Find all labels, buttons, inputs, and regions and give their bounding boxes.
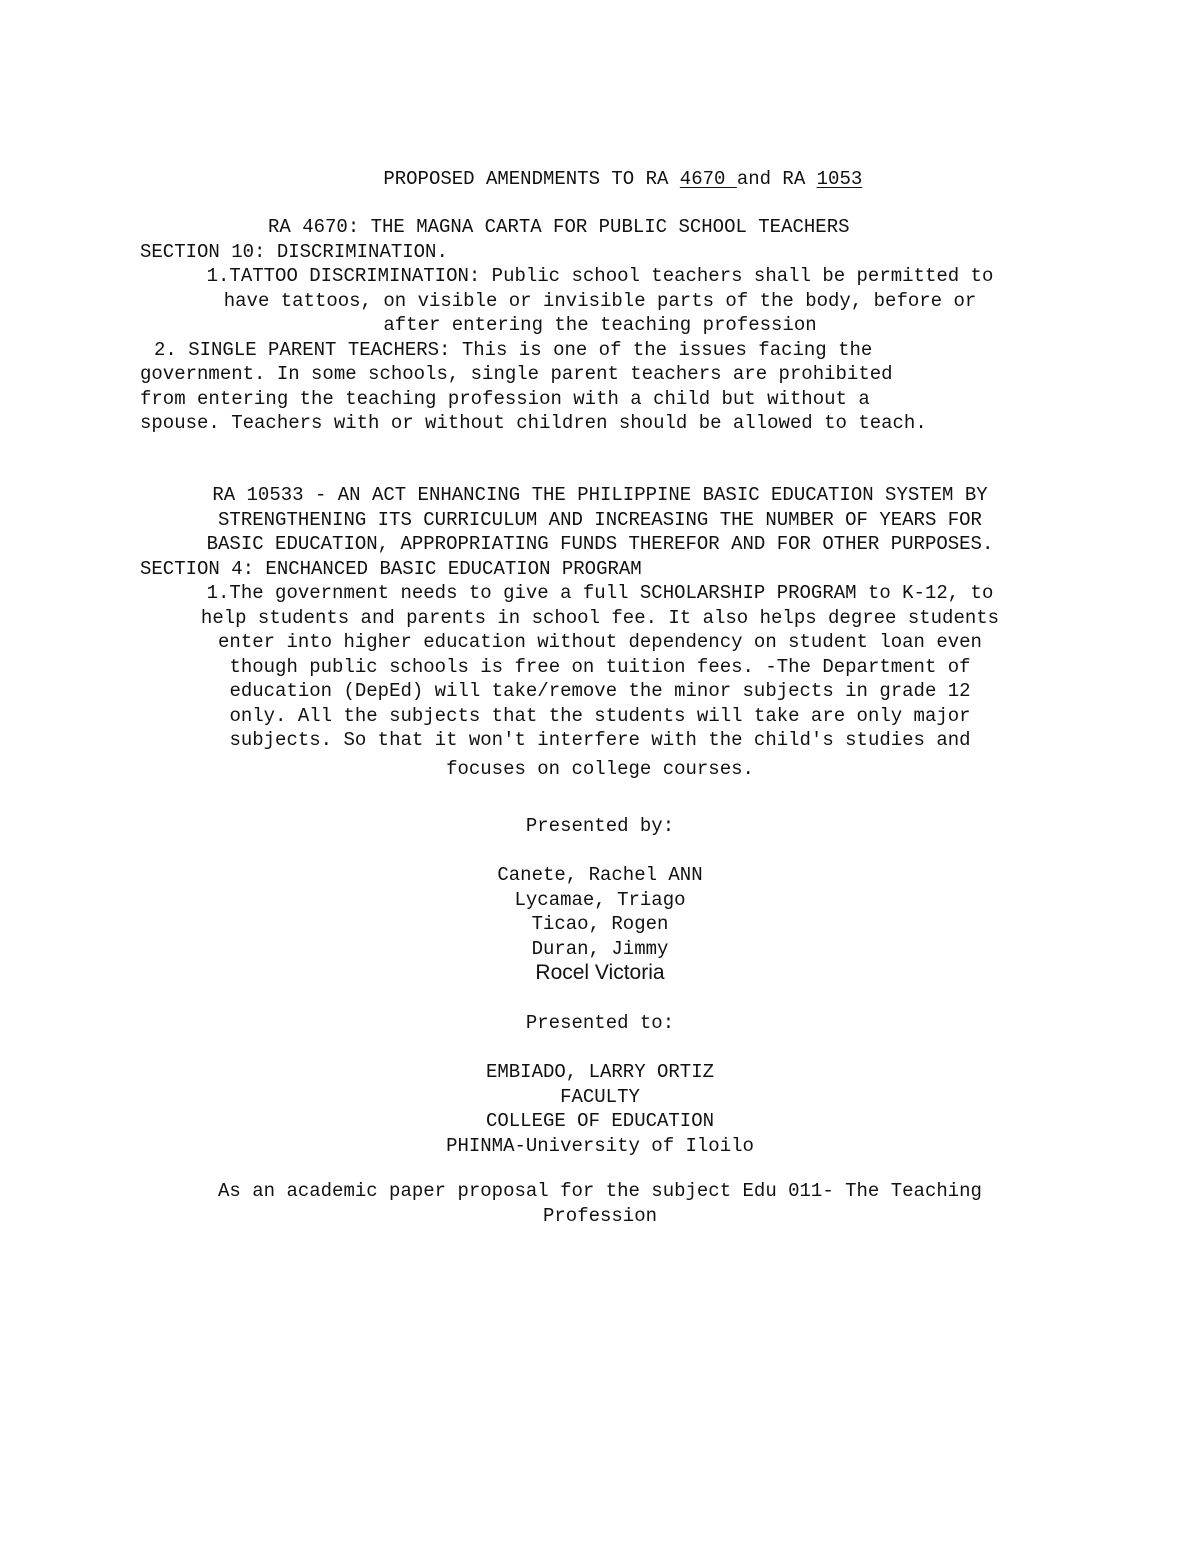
section-a-item1-line3: after entering the teaching profession — [383, 314, 817, 336]
presenter-name-3: Ticao, Rogen — [531, 913, 669, 935]
section-b-item1-line2: help students and parents in school fee. It also helps degree students — [200, 606, 1000, 629]
footer-line-1: As an academic paper proposal for the subject Edu 011- The Teaching — [218, 1180, 982, 1202]
presented-by-block — [140, 814, 1060, 986]
presented-by-label: Presented by: — [525, 815, 675, 837]
title-ra-1053: 1053 — [816, 167, 863, 190]
section-b-item1-line7: subjects. So that it won't interfere with the child's studies and — [229, 729, 971, 751]
title-prefix: PROPOSED AMENDMENTS TO RA — [383, 167, 680, 190]
section-b-heading-line3: BASIC EDUCATION, APPROPRIATING FUNDS THEREFOR AND FOR OTHER PURPOSES. — [206, 533, 994, 555]
presented-to-label: Presented to: — [525, 1012, 675, 1034]
proposal-footer — [140, 1179, 1060, 1228]
section-b-heading-line2: STRENGTHENING ITS CURRICULUM AND INCREASING THE NUMBER OF YEARS FOR — [218, 508, 982, 531]
section-b-subheading: SECTION 4: ENCHANCED BASIC EDUCATION PROGRAM — [140, 557, 642, 580]
recipient-name: EMBIADO, LARRY ORTIZ — [485, 1061, 715, 1083]
section-a-item2-line1: 2. SINGLE PARENT TEACHERS: This is one of the issues facing the — [154, 338, 873, 361]
presenter-name-2: Lycamae, Triago — [514, 888, 686, 911]
document-title — [140, 142, 1060, 216]
section-ra-10533 — [140, 483, 1060, 781]
section-b-item1-line4: though public schools is free on tuition fees. -The Department of — [229, 655, 971, 678]
section-ra-4670 — [140, 215, 1060, 436]
section-a-item2-line4: spouse. Teachers with or without children should be allowed to teach. — [140, 412, 927, 434]
recipient-college: COLLEGE OF EDUCATION — [485, 1110, 715, 1132]
section-a-subheading: SECTION 10: DISCRIMINATION. — [140, 240, 448, 263]
section-a-item2-line2: government. In some schools, single parent teachers are prohibited — [140, 363, 893, 385]
title-ra-4670: 4670 — [679, 167, 737, 190]
presenter-name-4: Duran, Jimmy — [531, 937, 669, 960]
section-a-item1-line2: have tattoos, on visible or invisible parts of the body, before or — [223, 289, 977, 312]
section-b-item1-line3: enter into higher education without dependency on student loan even — [218, 631, 982, 653]
section-b-item1-line8: focuses on college courses. — [446, 757, 754, 780]
presented-to-block — [140, 1011, 1060, 1158]
section-b-item1-line6: only. All the subjects that the students will take are only major — [229, 704, 971, 727]
section-b-item1-line5: education (DepEd) will take/remove the minor subjects in grade 12 — [229, 680, 971, 702]
section-a-heading: RA 4670: THE MAGNA CARTA FOR PUBLIC SCHOOL TEACHERS — [268, 216, 850, 238]
title-middle: and RA — [736, 167, 817, 190]
recipient-university: PHINMA-University of Iloilo — [446, 1134, 754, 1157]
footer-line-2: Profession — [542, 1204, 658, 1227]
section-b-heading-line1: RA 10533 - AN ACT ENHANCING THE PHILIPPINE BASIC EDUCATION SYSTEM BY — [212, 484, 988, 506]
recipient-role: FACULTY — [560, 1085, 640, 1108]
presenter-name-5: Rocel Victoria — [535, 961, 665, 984]
section-b-item1-line1: 1.The government needs to give a full SCHOLARSHIP PROGRAM to K-12, to — [206, 582, 994, 604]
section-a-item1-line1: 1.TATTOO DISCRIMINATION: Public school teachers shall be permitted to — [206, 265, 994, 287]
presenter-name-1: Canete, Rachel ANN — [497, 864, 703, 886]
section-a-item2-line3: from entering the teaching profession with a child but without a — [140, 387, 870, 410]
